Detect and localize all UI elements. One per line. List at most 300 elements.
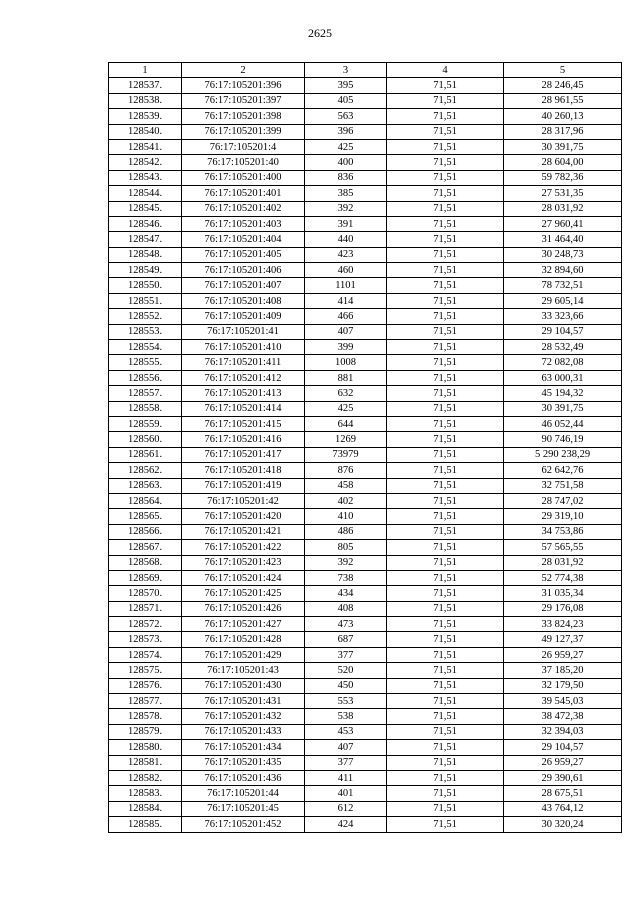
value-cell: 32 179,50 (504, 678, 622, 693)
value-cell: 29 319,10 (504, 509, 622, 524)
table-row (109, 709, 622, 724)
area-cell: 473 (305, 617, 387, 632)
rate-cell: 71,51 (387, 309, 504, 324)
row-number-cell: 128580. (109, 740, 182, 755)
area-cell: 453 (305, 724, 387, 739)
row-number-cell: 128572. (109, 617, 182, 632)
table-row (109, 555, 622, 570)
value-cell: 28 747,02 (504, 493, 622, 508)
row-number-cell: 128544. (109, 186, 182, 201)
rate-cell: 71,51 (387, 139, 504, 154)
area-cell: 458 (305, 478, 387, 493)
table-row (109, 801, 622, 816)
value-cell: 5 290 238,29 (504, 447, 622, 462)
table-row (109, 493, 622, 508)
value-cell: 72 082,08 (504, 355, 622, 370)
cadastral-number-cell: 76:17:105201:419 (182, 478, 305, 493)
value-cell: 45 194,32 (504, 386, 622, 401)
row-number-cell: 128585. (109, 817, 182, 832)
table-row (109, 155, 622, 170)
cadastral-number-cell: 76:17:105201:424 (182, 570, 305, 585)
value-cell: 90 746,19 (504, 432, 622, 447)
table-row (109, 770, 622, 785)
area-cell: 836 (305, 170, 387, 185)
value-cell: 57 565,55 (504, 540, 622, 555)
area-cell: 73979 (305, 447, 387, 462)
rate-cell: 71,51 (387, 801, 504, 816)
rate-cell: 71,51 (387, 263, 504, 278)
row-number-cell: 128539. (109, 109, 182, 124)
cadastral-number-cell: 76:17:105201:415 (182, 416, 305, 431)
cadastral-number-cell: 76:17:105201:422 (182, 540, 305, 555)
table-row (109, 432, 622, 447)
row-number-cell: 128583. (109, 786, 182, 801)
rate-cell: 71,51 (387, 817, 504, 832)
row-number-cell: 128576. (109, 678, 182, 693)
value-cell: 28 031,92 (504, 201, 622, 216)
cadastral-number-cell: 76:17:105201:398 (182, 109, 305, 124)
cadastral-number-cell: 76:17:105201:427 (182, 617, 305, 632)
area-cell: 400 (305, 155, 387, 170)
area-cell: 392 (305, 555, 387, 570)
row-number-cell: 128560. (109, 432, 182, 447)
table-row (109, 355, 622, 370)
cadastral-number-cell: 76:17:105201:408 (182, 293, 305, 308)
area-cell: 1101 (305, 278, 387, 293)
row-number-cell: 128565. (109, 509, 182, 524)
value-cell: 30 248,73 (504, 247, 622, 262)
value-cell: 39 545,03 (504, 694, 622, 709)
value-cell: 49 127,37 (504, 632, 622, 647)
area-cell: 450 (305, 678, 387, 693)
value-cell: 29 176,08 (504, 601, 622, 616)
value-cell: 27 531,35 (504, 186, 622, 201)
value-cell: 28 246,45 (504, 78, 622, 93)
row-number-cell: 128567. (109, 540, 182, 555)
rate-cell: 71,51 (387, 724, 504, 739)
table-row (109, 740, 622, 755)
cadastral-number-cell: 76:17:105201:45 (182, 801, 305, 816)
row-number-cell: 128542. (109, 155, 182, 170)
cadastral-number-cell: 76:17:105201:401 (182, 186, 305, 201)
row-number-cell: 128554. (109, 340, 182, 355)
table-row (109, 463, 622, 478)
cadastral-number-cell: 76:17:105201:432 (182, 709, 305, 724)
rate-cell: 71,51 (387, 401, 504, 416)
value-cell: 28 675,51 (504, 786, 622, 801)
rate-cell: 71,51 (387, 124, 504, 139)
rate-cell: 71,51 (387, 586, 504, 601)
table-row (109, 186, 622, 201)
cadastral-number-cell: 76:17:105201:396 (182, 78, 305, 93)
row-number-cell: 128571. (109, 601, 182, 616)
table-row (109, 617, 622, 632)
rate-cell: 71,51 (387, 293, 504, 308)
table-row (109, 386, 622, 401)
area-cell: 399 (305, 340, 387, 355)
row-number-cell: 128579. (109, 724, 182, 739)
value-cell: 34 753,86 (504, 524, 622, 539)
rate-cell: 71,51 (387, 186, 504, 201)
value-cell: 32 751,58 (504, 478, 622, 493)
rate-cell: 71,51 (387, 632, 504, 647)
rate-cell: 71,51 (387, 663, 504, 678)
table-row (109, 724, 622, 739)
table-row (109, 416, 622, 431)
area-cell: 395 (305, 78, 387, 93)
row-number-cell: 128575. (109, 663, 182, 678)
area-cell: 391 (305, 216, 387, 231)
cadastral-number-cell: 76:17:105201:421 (182, 524, 305, 539)
row-number-cell: 128573. (109, 632, 182, 647)
value-cell: 29 605,14 (504, 293, 622, 308)
area-cell: 460 (305, 263, 387, 278)
rate-cell: 71,51 (387, 524, 504, 539)
value-cell: 29 104,57 (504, 740, 622, 755)
row-number-cell: 128550. (109, 278, 182, 293)
table-row (109, 124, 622, 139)
cadastral-number-cell: 76:17:105201:400 (182, 170, 305, 185)
rate-cell: 71,51 (387, 386, 504, 401)
table-row (109, 263, 622, 278)
row-number-cell: 128581. (109, 755, 182, 770)
table-row (109, 232, 622, 247)
table-row (109, 786, 622, 801)
cadastral-number-cell: 76:17:105201:436 (182, 770, 305, 785)
cadastral-number-cell: 76:17:105201:44 (182, 786, 305, 801)
value-cell: 46 052,44 (504, 416, 622, 431)
area-cell: 392 (305, 201, 387, 216)
cadastral-number-cell: 76:17:105201:414 (182, 401, 305, 416)
area-cell: 563 (305, 109, 387, 124)
cadastral-number-cell: 76:17:105201:404 (182, 232, 305, 247)
area-cell: 410 (305, 509, 387, 524)
row-number-cell: 128543. (109, 170, 182, 185)
area-cell: 401 (305, 786, 387, 801)
cadastral-number-cell: 76:17:105201:407 (182, 278, 305, 293)
row-number-cell: 128538. (109, 93, 182, 108)
rate-cell: 71,51 (387, 93, 504, 108)
table-row (109, 340, 622, 355)
rate-cell: 71,51 (387, 709, 504, 724)
cadastral-number-cell: 76:17:105201:410 (182, 340, 305, 355)
area-cell: 405 (305, 93, 387, 108)
table-row (109, 601, 622, 616)
rate-cell: 71,51 (387, 447, 504, 462)
row-number-cell: 128540. (109, 124, 182, 139)
row-number-cell: 128562. (109, 463, 182, 478)
rate-cell: 71,51 (387, 170, 504, 185)
cadastral-number-cell: 76:17:105201:409 (182, 309, 305, 324)
rate-cell: 71,51 (387, 109, 504, 124)
rate-cell: 71,51 (387, 201, 504, 216)
row-number-cell: 128552. (109, 309, 182, 324)
area-cell: 520 (305, 663, 387, 678)
area-cell: 553 (305, 694, 387, 709)
row-number-cell: 128557. (109, 386, 182, 401)
value-cell: 26 959,27 (504, 647, 622, 662)
table-row (109, 309, 622, 324)
value-cell: 30 320,24 (504, 817, 622, 832)
row-number-cell: 128564. (109, 493, 182, 508)
value-cell: 29 104,57 (504, 324, 622, 339)
value-cell: 28 604,00 (504, 155, 622, 170)
table-row (109, 93, 622, 108)
cadastral-number-cell: 76:17:105201:433 (182, 724, 305, 739)
area-cell: 876 (305, 463, 387, 478)
area-cell: 423 (305, 247, 387, 262)
table-row (109, 540, 622, 555)
area-cell: 407 (305, 740, 387, 755)
cadastral-number-cell: 76:17:105201:425 (182, 586, 305, 601)
cadastral-number-cell: 76:17:105201:416 (182, 432, 305, 447)
value-cell: 26 959,27 (504, 755, 622, 770)
rate-cell: 71,51 (387, 324, 504, 339)
header-row (109, 63, 622, 78)
row-number-cell: 128537. (109, 78, 182, 93)
value-cell: 63 000,31 (504, 370, 622, 385)
area-cell: 687 (305, 632, 387, 647)
table-row (109, 109, 622, 124)
table-header (109, 63, 622, 78)
value-cell: 32 394,03 (504, 724, 622, 739)
table-row (109, 663, 622, 678)
rate-cell: 71,51 (387, 770, 504, 785)
value-cell: 40 260,13 (504, 109, 622, 124)
cadastral-number-cell: 76:17:105201:411 (182, 355, 305, 370)
cadastral-number-cell: 76:17:105201:41 (182, 324, 305, 339)
value-cell: 33 824,23 (504, 617, 622, 632)
value-cell: 28 532,49 (504, 340, 622, 355)
cadastral-number-cell: 76:17:105201:429 (182, 647, 305, 662)
table-row (109, 755, 622, 770)
rate-cell: 71,51 (387, 247, 504, 262)
column-header-1: 1 (109, 63, 182, 78)
area-cell: 1008 (305, 355, 387, 370)
area-cell: 411 (305, 770, 387, 785)
area-cell: 408 (305, 601, 387, 616)
cadastral-number-cell: 76:17:105201:40 (182, 155, 305, 170)
row-number-cell: 128551. (109, 293, 182, 308)
table-row (109, 447, 622, 462)
table-row (109, 324, 622, 339)
area-cell: 881 (305, 370, 387, 385)
area-cell: 425 (305, 401, 387, 416)
rate-cell: 71,51 (387, 617, 504, 632)
cadastral-number-cell: 76:17:105201:4 (182, 139, 305, 154)
cadastral-number-cell: 76:17:105201:426 (182, 601, 305, 616)
row-number-cell: 128563. (109, 478, 182, 493)
row-number-cell: 128561. (109, 447, 182, 462)
area-cell: 612 (305, 801, 387, 816)
cadastral-number-cell: 76:17:105201:405 (182, 247, 305, 262)
value-cell: 27 960,41 (504, 216, 622, 231)
table-row (109, 370, 622, 385)
cadastral-number-cell: 76:17:105201:399 (182, 124, 305, 139)
table-row (109, 401, 622, 416)
rate-cell: 71,51 (387, 740, 504, 755)
area-cell: 805 (305, 540, 387, 555)
rate-cell: 71,51 (387, 340, 504, 355)
cadastral-number-cell: 76:17:105201:452 (182, 817, 305, 832)
value-cell: 28 031,92 (504, 555, 622, 570)
column-header-3: 3 (305, 63, 387, 78)
column-header-5: 5 (504, 63, 622, 78)
value-cell: 30 391,75 (504, 401, 622, 416)
column-header-4: 4 (387, 63, 504, 78)
table-row (109, 293, 622, 308)
row-number-cell: 128574. (109, 647, 182, 662)
cadastral-number-cell: 76:17:105201:428 (182, 632, 305, 647)
area-cell: 425 (305, 139, 387, 154)
value-cell: 38 472,38 (504, 709, 622, 724)
table-row (109, 570, 622, 585)
row-number-cell: 128555. (109, 355, 182, 370)
value-cell: 37 185,20 (504, 663, 622, 678)
row-number-cell: 128578. (109, 709, 182, 724)
cadastral-number-cell: 76:17:105201:435 (182, 755, 305, 770)
value-cell: 28 317,96 (504, 124, 622, 139)
table-row (109, 278, 622, 293)
rate-cell: 71,51 (387, 232, 504, 247)
table-row (109, 170, 622, 185)
area-cell: 385 (305, 186, 387, 201)
value-cell: 32 894,60 (504, 263, 622, 278)
cadastral-number-cell: 76:17:105201:431 (182, 694, 305, 709)
cadastral-number-cell: 76:17:105201:417 (182, 447, 305, 462)
rate-cell: 71,51 (387, 540, 504, 555)
value-cell: 59 782,36 (504, 170, 622, 185)
area-cell: 632 (305, 386, 387, 401)
rate-cell: 71,51 (387, 370, 504, 385)
table-row (109, 647, 622, 662)
row-number-cell: 128584. (109, 801, 182, 816)
area-cell: 407 (305, 324, 387, 339)
rate-cell: 71,51 (387, 216, 504, 231)
area-cell: 402 (305, 493, 387, 508)
value-cell: 29 390,61 (504, 770, 622, 785)
row-number-cell: 128558. (109, 401, 182, 416)
row-number-cell: 128582. (109, 770, 182, 785)
area-cell: 377 (305, 647, 387, 662)
area-cell: 644 (305, 416, 387, 431)
table-row (109, 216, 622, 231)
row-number-cell: 128548. (109, 247, 182, 262)
area-cell: 1269 (305, 432, 387, 447)
value-cell: 52 774,38 (504, 570, 622, 585)
cadastral-number-cell: 76:17:105201:43 (182, 663, 305, 678)
area-cell: 738 (305, 570, 387, 585)
table-body (109, 78, 622, 832)
rate-cell: 71,51 (387, 78, 504, 93)
cadastral-number-cell: 76:17:105201:402 (182, 201, 305, 216)
rate-cell: 71,51 (387, 493, 504, 508)
rate-cell: 71,51 (387, 432, 504, 447)
rate-cell: 71,51 (387, 694, 504, 709)
table-row (109, 678, 622, 693)
value-cell: 31 464,40 (504, 232, 622, 247)
cadastral-number-cell: 76:17:105201:413 (182, 386, 305, 401)
registry-table (108, 62, 622, 833)
cadastral-number-cell: 76:17:105201:418 (182, 463, 305, 478)
cadastral-number-cell: 76:17:105201:420 (182, 509, 305, 524)
rate-cell: 71,51 (387, 570, 504, 585)
table-row (109, 817, 622, 832)
rate-cell: 71,51 (387, 555, 504, 570)
value-cell: 33 323,66 (504, 309, 622, 324)
cadastral-number-cell: 76:17:105201:430 (182, 678, 305, 693)
column-header-2: 2 (182, 63, 305, 78)
area-cell: 434 (305, 586, 387, 601)
area-cell: 440 (305, 232, 387, 247)
row-number-cell: 128566. (109, 524, 182, 539)
rate-cell: 71,51 (387, 355, 504, 370)
rate-cell: 71,51 (387, 416, 504, 431)
table-row (109, 201, 622, 216)
cadastral-number-cell: 76:17:105201:423 (182, 555, 305, 570)
value-cell: 28 961,55 (504, 93, 622, 108)
table-row (109, 509, 622, 524)
cadastral-number-cell: 76:17:105201:42 (182, 493, 305, 508)
rate-cell: 71,51 (387, 509, 504, 524)
row-number-cell: 128577. (109, 694, 182, 709)
row-number-cell: 128553. (109, 324, 182, 339)
rate-cell: 71,51 (387, 786, 504, 801)
cadastral-number-cell: 76:17:105201:403 (182, 216, 305, 231)
rate-cell: 71,51 (387, 278, 504, 293)
rate-cell: 71,51 (387, 478, 504, 493)
row-number-cell: 128569. (109, 570, 182, 585)
area-cell: 486 (305, 524, 387, 539)
table-row (109, 139, 622, 154)
area-cell: 424 (305, 817, 387, 832)
page-number: 2625 (308, 26, 332, 40)
row-number-cell: 128556. (109, 370, 182, 385)
table-row (109, 247, 622, 262)
row-number-cell: 128549. (109, 263, 182, 278)
rate-cell: 71,51 (387, 463, 504, 478)
area-cell: 414 (305, 293, 387, 308)
row-number-cell: 128568. (109, 555, 182, 570)
value-cell: 30 391,75 (504, 139, 622, 154)
value-cell: 43 764,12 (504, 801, 622, 816)
value-cell: 78 732,51 (504, 278, 622, 293)
area-cell: 538 (305, 709, 387, 724)
rate-cell: 71,51 (387, 755, 504, 770)
cadastral-number-cell: 76:17:105201:412 (182, 370, 305, 385)
table-row (109, 586, 622, 601)
table-row (109, 524, 622, 539)
cadastral-number-cell: 76:17:105201:406 (182, 263, 305, 278)
area-cell: 377 (305, 755, 387, 770)
row-number-cell: 128545. (109, 201, 182, 216)
area-cell: 466 (305, 309, 387, 324)
table-row (109, 632, 622, 647)
rate-cell: 71,51 (387, 647, 504, 662)
value-cell: 31 035,34 (504, 586, 622, 601)
area-cell: 396 (305, 124, 387, 139)
rate-cell: 71,51 (387, 678, 504, 693)
row-number-cell: 128547. (109, 232, 182, 247)
value-cell: 62 642,76 (504, 463, 622, 478)
table-row (109, 478, 622, 493)
cadastral-number-cell: 76:17:105201:434 (182, 740, 305, 755)
row-number-cell: 128570. (109, 586, 182, 601)
row-number-cell: 128559. (109, 416, 182, 431)
table-row (109, 78, 622, 93)
row-number-cell: 128546. (109, 216, 182, 231)
cadastral-number-cell: 76:17:105201:397 (182, 93, 305, 108)
